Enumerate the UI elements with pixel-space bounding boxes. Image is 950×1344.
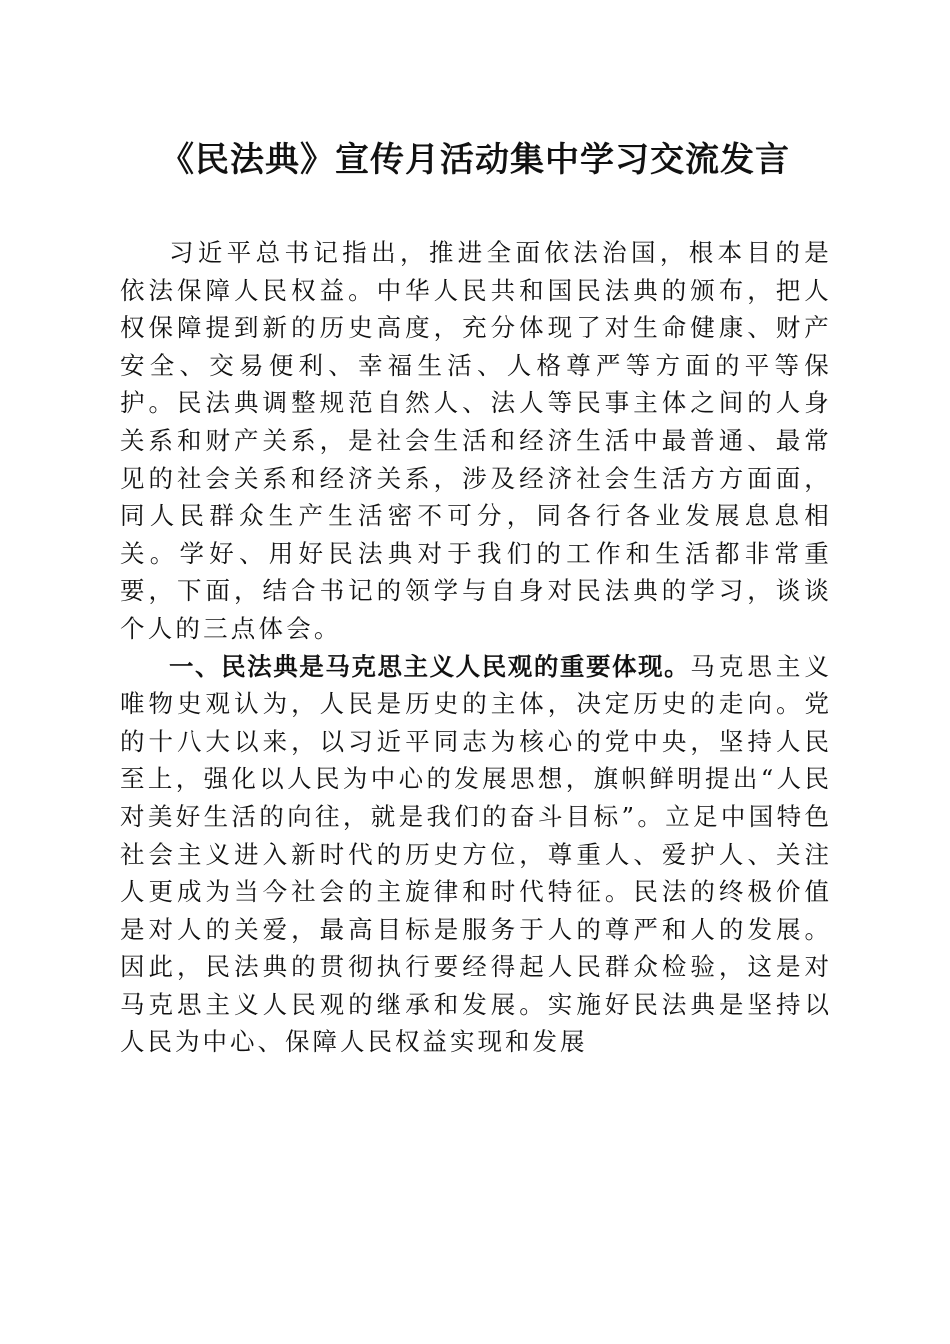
paragraph-intro: [120, 234, 832, 648]
paragraph-point-one-heading: 一、民法典是马克思主义人民观的重要体现。: [169, 651, 691, 681]
paragraph-intro-text: 习近平总书记指出，推进全面依法治国，根本目的是依法保障人民权益。中华人民共和国民法典的颁布，把人权保障提到新的历史高度，充分体现了对生命健康、财产安全、交易便利、幸福生活、人格尊严等方面的平等保护。民法典调整规范自然人、法人等民事主体之间的人身关系和财产关系，是社会生活和经济生活中最普通、最常见的社会关系和经济关系，涉及经济社会生活方方面面，同人民群众生产生活密不可分，同各行各业发展息息相关。学好、用好民法典对于我们的工作和生活都非常重要，下面，结合书记的领学与自身对民法典的学习，谈谈个人的三点体会。: [120, 238, 832, 643]
document-body: [120, 234, 832, 1061]
paragraph-point-one-text: 马克思主义唯物史观认为，人民是历史的主体，决定历史的走向。党的十八大以来，以习近平同志为核心的党中央，坚持人民至上，强化以人民为中心的发展思想，旗帜鲜明提出“人民对美好生活的向往，就是我们的奋斗目标”。立足中国特色社会主义进入新时代的历史方位，尊重人、爱护人、关注人更成为当今社会的主旋律和时代特征。民法的终极价值是对人的关爱，最高目标是服务于人的尊严和人的发展。因此，民法典的贯彻执行要经得起人民群众检验，这是对马克思主义人民观的继承和发展。实施好民法典是坚持以人民为中心、保障人民权益实现和发展: [120, 651, 832, 1057]
paragraph-point-one: [120, 648, 832, 1062]
document-title: 《民法典》宣传月活动集中学习交流发言: [160, 140, 790, 180]
